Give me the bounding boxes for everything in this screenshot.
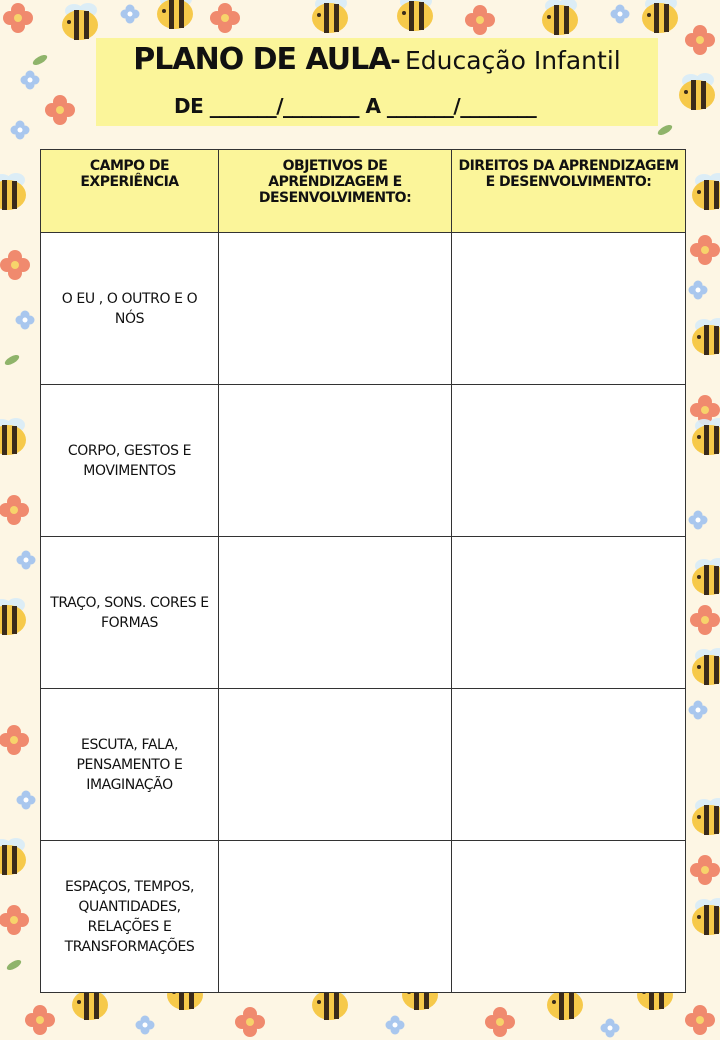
column-header-direitos: DIREITOS DA APRENDIZAGEM E DESENVOLVIMENTO: (452, 150, 686, 233)
row-label: TRAÇO, SONS. CORES E FORMAS (50, 594, 209, 631)
row-label: ESPAÇOS, TEMPOS, QUANTIDADES, RELAÇÕES E TRANSFORMAÇÕES (64, 878, 195, 955)
pattern-left (0, 173, 36, 972)
table-row (41, 385, 686, 537)
page-title (96, 42, 658, 77)
row-label: CORPO, GESTOS E MOVIMENTOS (67, 442, 192, 479)
lesson-plan-table (40, 149, 686, 993)
title-dash: - (390, 43, 401, 76)
row-label-cell (41, 385, 219, 537)
column-header-objetivos: OBJETIVOS DE APRENDIZAGEM E DESENVOLVIMENTO: (219, 150, 452, 233)
column-header-campo: CAMPO DE EXPERIÊNCIA (41, 150, 219, 233)
objetivos-cell[interactable] (219, 841, 452, 993)
table-row (41, 233, 686, 385)
objetivos-cell[interactable] (219, 689, 452, 841)
row-label-cell (41, 537, 219, 689)
objetivos-cell[interactable] (219, 385, 452, 537)
date-range-line: DE _______/________ A _______/________ (174, 94, 537, 118)
direitos-cell[interactable] (452, 841, 686, 993)
row-label: O EU , O OUTRO E O NÓS (61, 290, 198, 327)
direitos-cell[interactable] (452, 689, 686, 841)
row-label: ESCUTA, FALA, PENSAMENTO E IMAGINAÇÃO (76, 736, 183, 793)
row-label-cell (41, 841, 219, 993)
table-header-row (41, 150, 686, 233)
direitos-cell[interactable] (452, 385, 686, 537)
row-label-cell (41, 233, 219, 385)
objetivos-cell[interactable] (219, 233, 452, 385)
table-row (41, 689, 686, 841)
objetivos-cell[interactable] (219, 537, 452, 689)
title-subtitle: Educação Infantil (404, 46, 621, 75)
table-row (41, 537, 686, 689)
title-banner (96, 38, 658, 126)
pattern-right (689, 173, 720, 935)
row-label-cell (41, 689, 219, 841)
direitos-cell[interactable] (452, 537, 686, 689)
table-row (41, 841, 686, 993)
direitos-cell[interactable] (452, 233, 686, 385)
title-main: PLANO DE AULA (133, 42, 391, 77)
